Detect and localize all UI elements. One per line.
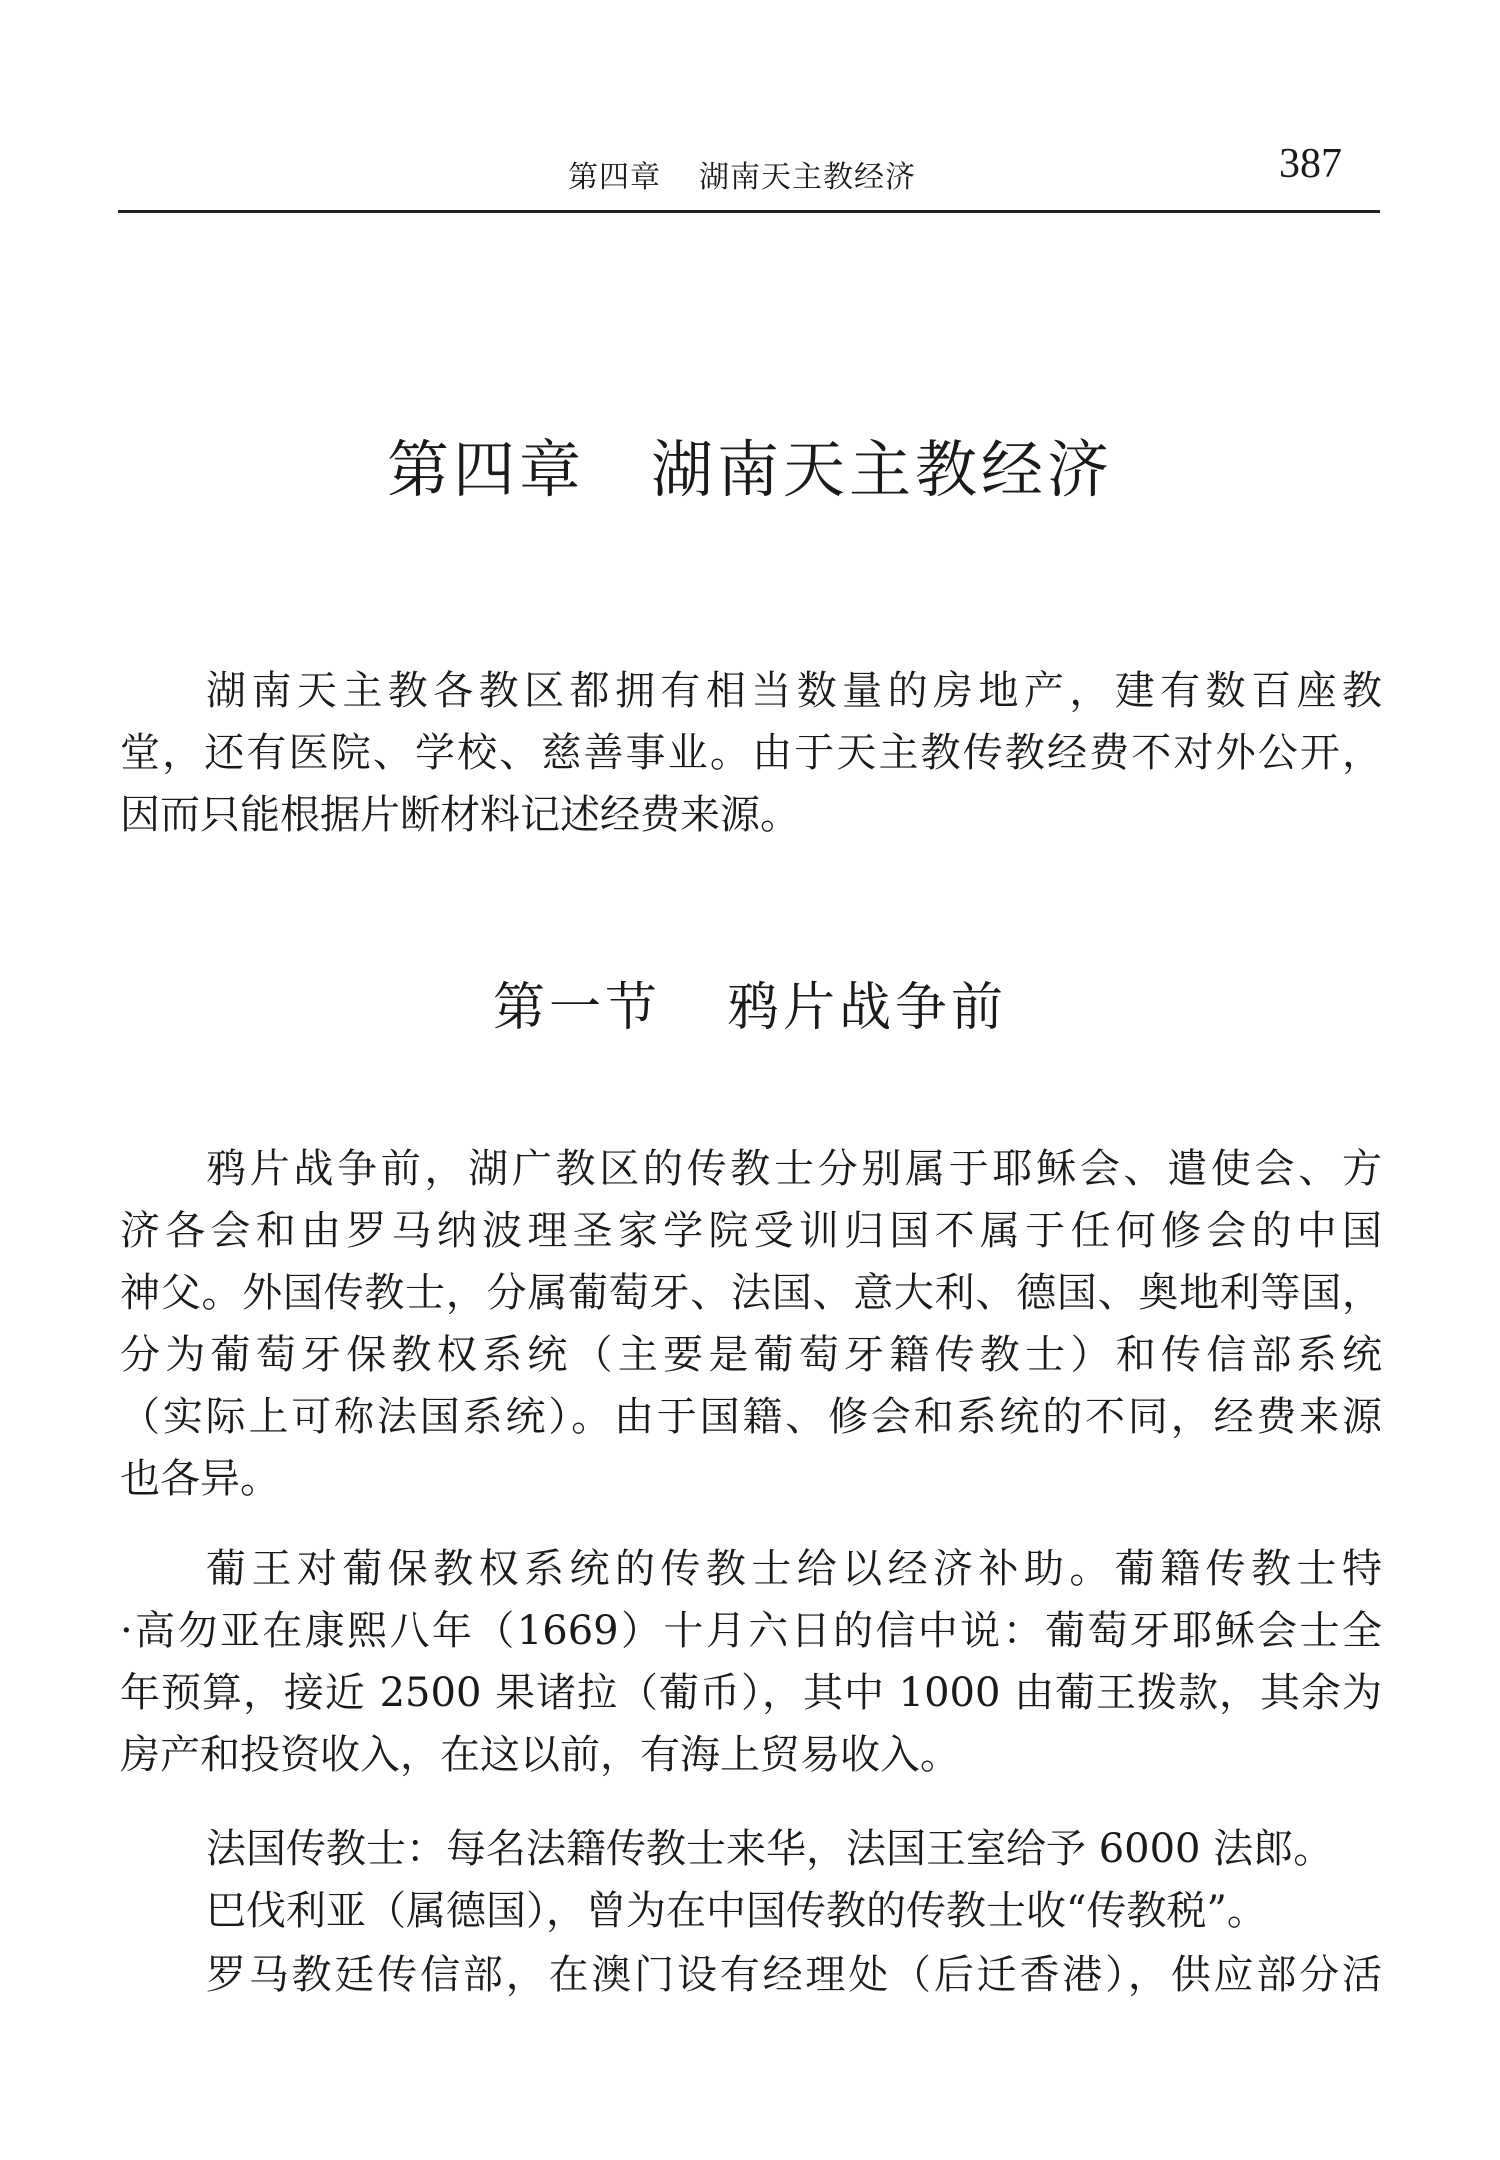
text-line: 房产和投资收入，在这以前，有海上贸易收入。 [120,1732,960,1778]
paragraph-propaganda-fide [120,1944,1382,2006]
paragraph-bavaria-tax [120,1880,1382,1942]
text-line: 神父。外国传教士，分属葡萄牙、法国、意大利、德国、奥地利等国， [120,1270,1382,1316]
text-line: 因而只能根据片断材料记述经费来源。 [120,792,800,838]
text-line: 鸦片战争前，湖广教区的传教士分别属于耶稣会、遣使会、方 [206,1146,1382,1192]
text-line: 济各会和由罗马纳波理圣家学院受训归国不属于任何修会的中国 [120,1208,1382,1254]
header-rule [118,210,1380,213]
text-line: 分为葡萄牙保教权系统（主要是葡萄牙籍传教士）和传信部系统 [120,1332,1382,1378]
running-header-title [568,152,916,196]
text-line: 湖南天主教各教区都拥有相当数量的房地产，建有数百座教 [206,668,1382,714]
page-number: 387 [1279,141,1342,187]
chapter-title [0,420,1500,509]
running-header [118,140,1380,204]
paragraph-missionary-affiliation [120,1138,1382,1510]
text-line: 巴伐利亚（属德国），曾为在中国传教的传教士收“传教税”。 [206,1888,1267,1934]
chapter-number: 第四章 [386,433,585,506]
paragraph-french-funding [120,1818,1382,1880]
text-line: ·高勿亚在康熙八年（1669）十月六日的信中说：葡萄牙耶稣会士全 [120,1608,1382,1654]
text-line: （实际上可称法国系统）。由于国籍、修会和系统的不同，经费来源 [120,1394,1382,1440]
paragraph-portuguese-funding [120,1538,1382,1786]
chapter-name: 湖南天主教经济 [651,433,1114,506]
intro-paragraph [120,660,1382,846]
text-line: 法国传教士：每名法籍传教士来华，法国王室给予 6000 法郎。 [206,1826,1334,1872]
text-line: 堂，还有医院、学校、慈善事业。由于天主教传教经费不对外公开， [120,730,1382,776]
section-name: 鸦片战争前 [727,978,1008,1038]
text-line: 葡王对葡保教权系统的传教士给以经济补助。葡籍传教士特 [206,1546,1382,1592]
header-chapter-number: 第四章 [568,160,661,195]
header-chapter-title: 湖南天主教经济 [699,160,916,195]
section-number: 第一节 [492,978,661,1038]
text-line: 罗马教廷传信部，在澳门设有经理处（后迁香港），供应部分活 [206,1952,1382,1998]
section-title [0,965,1500,1040]
text-line: 也各异。 [120,1456,280,1502]
text-line: 年预算，接近 2500 果诸拉（葡币），其中 1000 由葡王拨款，其余为 [120,1670,1382,1716]
